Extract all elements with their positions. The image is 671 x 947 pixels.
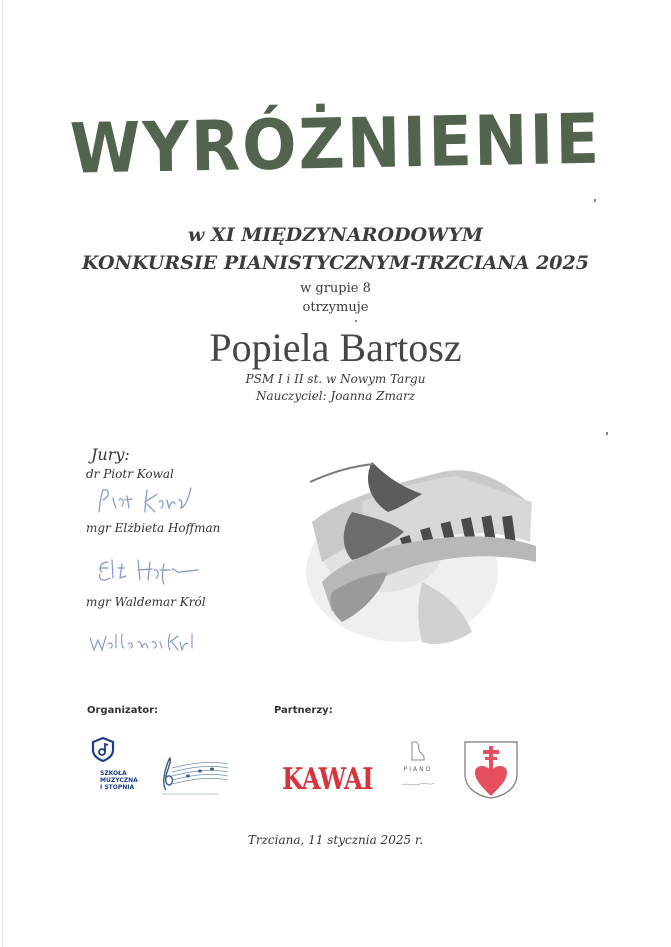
organizer-label: Organizator: bbox=[87, 705, 159, 716]
juror-name-3: mgr Waldemar Król bbox=[86, 595, 206, 609]
award-line-1: w XI MIĘDZYNARODOWYM bbox=[188, 224, 483, 246]
juror-signature-2 bbox=[94, 556, 204, 586]
piano-logo-flourish bbox=[400, 780, 436, 788]
juror-name-2: mgr Elżbieta Hoffman bbox=[86, 521, 221, 535]
place-and-date: Trzciana, 11 stycznia 2025 r. bbox=[247, 833, 424, 847]
school-logo-text: SZKOŁA MUZYCZNA I STOPNIA bbox=[100, 770, 138, 791]
school-logo bbox=[86, 736, 156, 791]
music-staff-logo bbox=[158, 754, 232, 798]
kawai-logo: KAWAI bbox=[282, 762, 373, 797]
laureate-name: Popiela Bartosz bbox=[209, 325, 462, 370]
diploma-title: WYRÓŻNIENIE bbox=[69, 100, 602, 190]
scan-speck bbox=[606, 432, 608, 435]
jury-label: Jury: bbox=[91, 445, 130, 464]
juror-signature-1 bbox=[95, 486, 195, 518]
scan-speck bbox=[594, 199, 596, 202]
award-receives: otrzymuje bbox=[302, 300, 369, 315]
partners-label: Partnerzy: bbox=[274, 705, 333, 716]
award-line-2: KONKURSIE PIANISTYCZNYM-TRZCIANA 2025 bbox=[82, 252, 589, 274]
piano-logo-text: PIANO bbox=[403, 766, 433, 773]
juror-name-1: dr Piotr Kowal bbox=[86, 467, 174, 481]
piano-hands-illustration bbox=[292, 442, 538, 660]
shield-note-icon bbox=[90, 736, 116, 762]
award-group: w grupie 8 bbox=[300, 281, 371, 296]
scan-speck bbox=[355, 320, 357, 322]
municipal-coat-of-arms bbox=[463, 740, 519, 800]
laureate-teacher: Nauczyciel: Joanna Zmarz bbox=[255, 389, 416, 403]
grand-piano-icon bbox=[408, 740, 428, 762]
juror-signature-3 bbox=[88, 628, 198, 656]
piano-studio-logo bbox=[392, 740, 444, 792]
laureate-school: PSM I i II st. w Nowym Targu bbox=[245, 372, 426, 386]
